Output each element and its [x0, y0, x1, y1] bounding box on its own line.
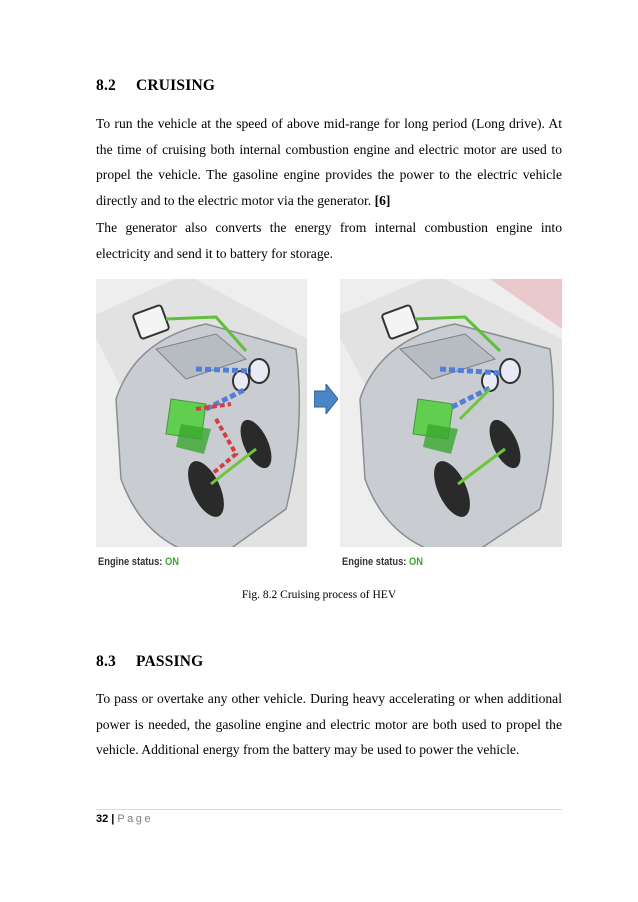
citation-reference: [6] — [374, 192, 391, 208]
hev-car-illustration — [340, 279, 562, 571]
paragraph-passing: To pass or overtake any other vehicle. During heavy accelerating or when additional power is needed, the gasoline engine and electric motor are both used to propel the vehicle. Additional energy from the battery may be used to power the vehicle. — [96, 691, 562, 757]
engine-status-right — [342, 556, 423, 568]
figure-caption: Fig. 8.2 Cruising process of HEV — [241, 589, 397, 601]
engine-status-label: Engine status: — [98, 556, 163, 568]
engine-status-value: ON — [165, 556, 180, 568]
hev-car-illustration — [96, 279, 307, 571]
page-footer — [96, 813, 153, 825]
section-title: CRUISING — [136, 77, 216, 94]
section-heading-passing — [96, 653, 203, 671]
paragraph-text: To run the vehicle at the speed of above mid-range for long period (Long drive). At the time of cruising both internal combustion engine and electric motor are used to propel the vehicle. The gasoline engine provides the power to the electric vehicle directly and to the electric motor via the generator. — [96, 116, 562, 208]
hev-diagram-after — [340, 279, 562, 571]
figure-hev-cruising — [96, 279, 562, 571]
engine-status-left — [98, 556, 179, 568]
paragraph-cruising-1 — [96, 111, 562, 213]
section-title: PASSING — [136, 653, 204, 670]
engine-status-label: Engine status: — [342, 556, 407, 568]
footer-separator: | — [111, 813, 115, 825]
footer-divider — [96, 809, 562, 810]
hev-diagram-before — [96, 279, 307, 571]
page-number: 32 — [96, 813, 109, 825]
section-heading-cruising — [96, 77, 215, 95]
section-number: 8.2 — [96, 77, 116, 94]
page-label: Page — [117, 813, 154, 825]
engine-status-value: ON — [409, 556, 424, 568]
arrow-right-icon — [314, 384, 338, 414]
section-number: 8.3 — [96, 653, 116, 670]
paragraph-cruising-2: The generator also converts the energy from internal combustion engine into electricity and send it to battery for storage. — [96, 220, 562, 261]
